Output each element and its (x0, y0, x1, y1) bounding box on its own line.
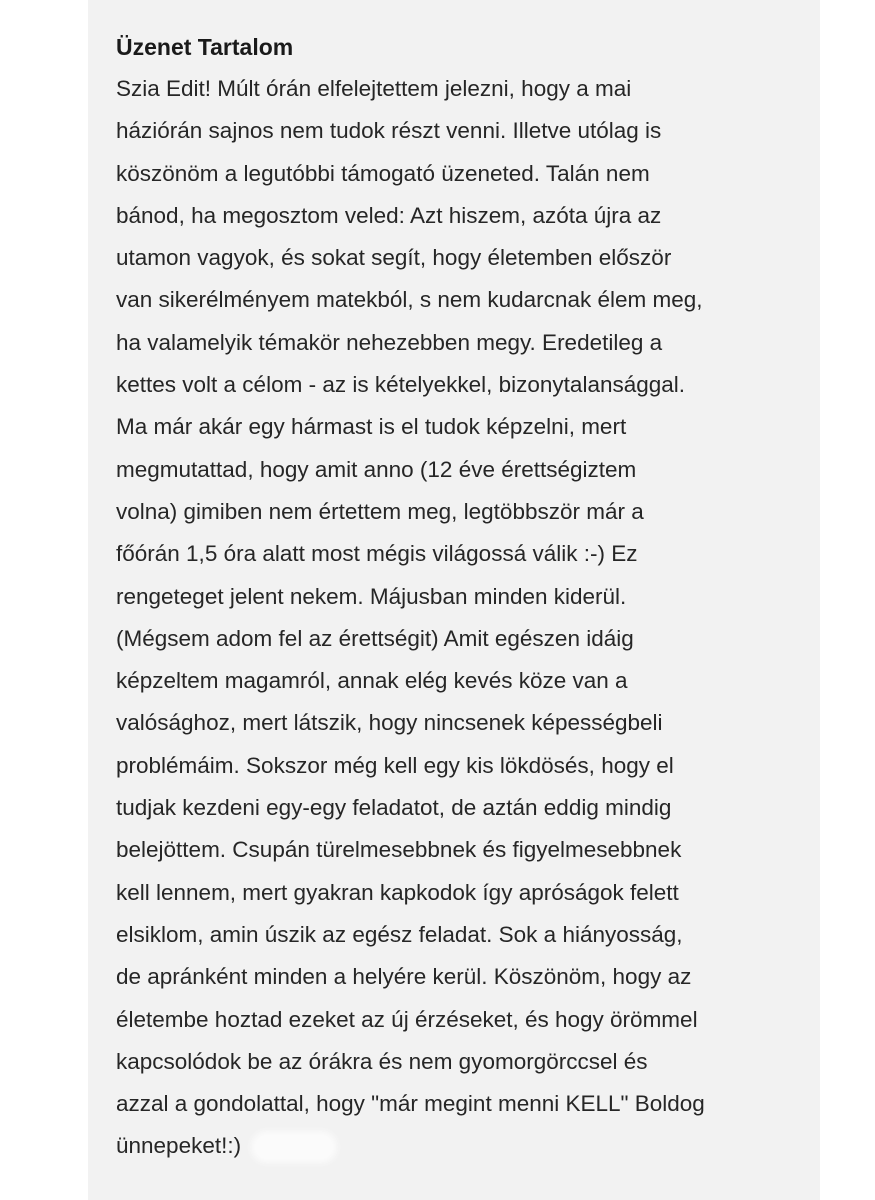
message-line: volna) gimiben nem értettem meg, legtöbbször már a (116, 498, 644, 524)
message-body (116, 68, 794, 1168)
message-line: kettes volt a célom - az is kételyekkel, bizonytalansággal. (116, 372, 686, 398)
message-line: Szia Edit! Múlt órán elfelejtettem jelezni, hogy a mai (116, 76, 632, 101)
message-line: kapcsolódok be az órákra és nem gyomorgörccsel és (116, 1048, 648, 1074)
message-line: ha valamelyik témakör nehezebben megy. Eredetileg a (116, 329, 663, 355)
message-line: háziórán sajnos nem tudok részt venni. Illetve utólag is (116, 118, 662, 144)
message-line: van sikerélményem matekból, s nem kudarcnak élem meg, (116, 287, 703, 313)
message-line: kell lennem, mert gyakran kapkodok így apróságok felett (116, 879, 679, 905)
message-line: rengeteget jelent nekem. Májusban minden kiderül. (116, 583, 627, 609)
message-line: Ma már akár egy hármast is el tudok képzelni, mert (116, 414, 627, 440)
message-line-text: ünnepeket!:) (116, 1133, 242, 1159)
message-line: (Mégsem adom fel az érettségit) Amit egészen idáig (116, 625, 634, 651)
message-line: képzeltem magamról, annak elég kevés köze van a (116, 668, 628, 694)
message-heading: Üzenet Tartalom (116, 34, 294, 60)
message-line: megmutattad, hogy amit anno (12 éve érettségiztem (116, 456, 637, 482)
redacted-name (255, 1135, 333, 1159)
message-card (88, 0, 820, 1200)
message-line: utamon vagyok, és sokat segít, hogy életemben először (116, 245, 672, 271)
message-last-line (116, 1125, 794, 1167)
message-line: valósághoz, mert látszik, hogy nincsenek képességbeli (116, 710, 663, 736)
message-line: belejöttem. Csupán türelmesebbnek és figyelmesebbnek (116, 837, 682, 863)
message-line: köszönöm a legutóbbi támogató üzeneted. Talán nem (116, 160, 650, 186)
message-line: életembe hoztad ezeket az új érzéseket, és hogy örömmel (116, 1006, 698, 1032)
message-line: főórán 1,5 óra alatt most mégis világossá válik :-) Ez (116, 541, 638, 567)
message-line: de apránként minden a helyére kerül. Köszönöm, hogy az (116, 964, 692, 990)
message-line: bánod, ha megosztom veled: Azt hiszem, azóta újra az (116, 202, 662, 228)
message-line: elsiklom, amin úszik az egész feladat. Sok a hiányosság, (116, 921, 683, 947)
message-line: tudjak kezdeni egy-egy feladatot, de aztán eddig mindig (116, 795, 672, 821)
message-line: azzal a gondolattal, hogy "már megint menni KELL" Boldog (116, 1091, 705, 1117)
message-line: problémáim. Sokszor még kell egy kis lökdösés, hogy el (116, 752, 674, 778)
